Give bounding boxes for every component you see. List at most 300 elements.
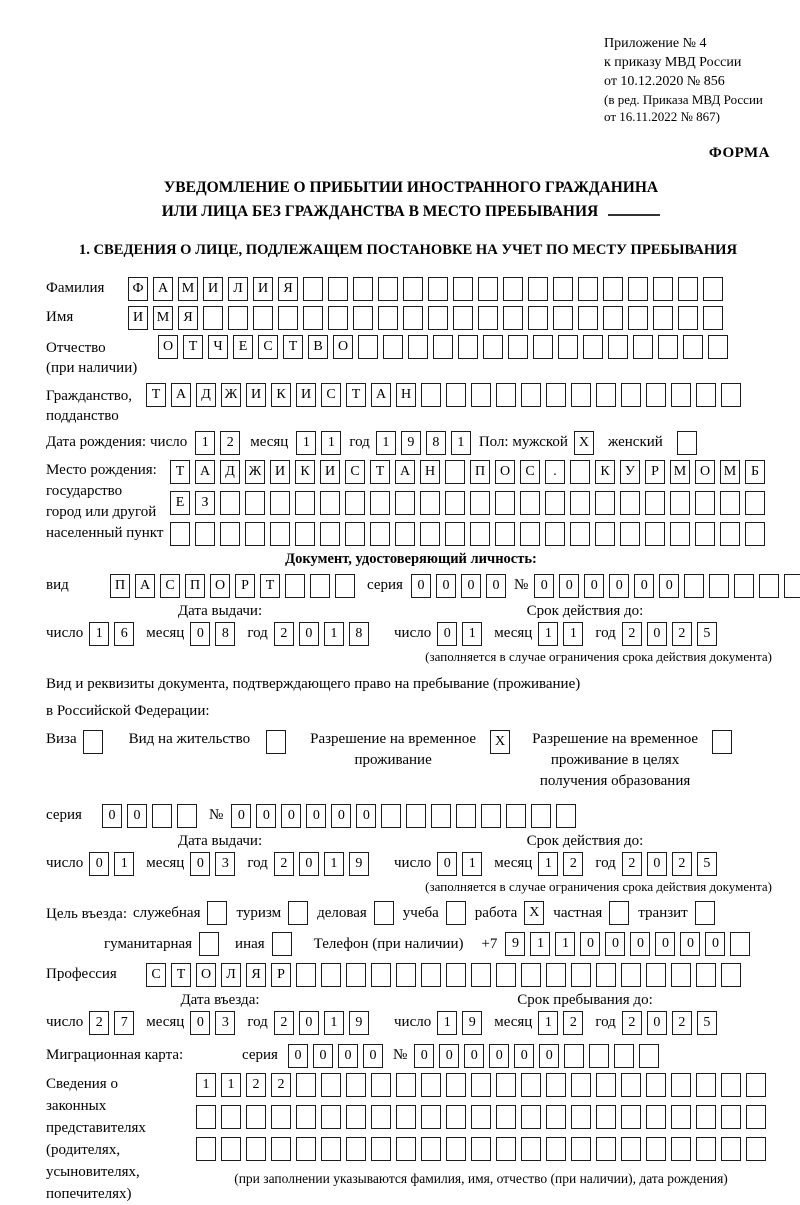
char-cell[interactable] — [374, 901, 394, 925]
char-cell[interactable] — [383, 335, 403, 359]
char-cell[interactable] — [496, 1105, 516, 1129]
char-cell[interactable]: 0 — [539, 1044, 559, 1068]
char-cell[interactable] — [678, 277, 698, 301]
char-cell[interactable] — [564, 1044, 584, 1068]
char-cell[interactable]: Т — [171, 963, 191, 987]
char-cell[interactable] — [321, 1073, 341, 1097]
char-cell[interactable] — [545, 491, 565, 515]
char-cell[interactable]: А — [195, 460, 215, 484]
char-cell[interactable]: 1 — [89, 622, 109, 646]
char-cell[interactable]: 1 — [563, 622, 583, 646]
char-cell[interactable]: 9 — [505, 932, 525, 956]
char-cell[interactable]: К — [271, 383, 291, 407]
char-cell[interactable] — [620, 522, 640, 546]
char-cell[interactable]: 0 — [680, 932, 700, 956]
char-cell[interactable] — [246, 1137, 266, 1161]
char-cell[interactable] — [207, 901, 227, 925]
char-cell[interactable]: Р — [271, 963, 291, 987]
char-cell[interactable] — [596, 1073, 616, 1097]
char-cell[interactable] — [271, 1105, 291, 1129]
char-cell[interactable] — [746, 1137, 766, 1161]
char-cell[interactable]: 0 — [127, 804, 147, 828]
char-cell[interactable] — [421, 963, 441, 987]
char-cell[interactable]: А — [395, 460, 415, 484]
char-cell[interactable]: 0 — [437, 852, 457, 876]
char-cell[interactable] — [345, 491, 365, 515]
char-cell[interactable] — [678, 306, 698, 330]
char-cell[interactable]: 0 — [313, 1044, 333, 1068]
char-cell[interactable]: X — [524, 901, 544, 925]
char-cell[interactable]: 2 — [220, 431, 240, 455]
char-cell[interactable]: 1 — [296, 431, 316, 455]
char-cell[interactable] — [346, 1137, 366, 1161]
char-cell[interactable] — [177, 804, 197, 828]
char-cell[interactable] — [645, 522, 665, 546]
char-cell[interactable]: 7 — [114, 1011, 134, 1035]
char-cell[interactable]: 0 — [514, 1044, 534, 1068]
char-cell[interactable] — [295, 491, 315, 515]
char-cell[interactable] — [671, 963, 691, 987]
char-cell[interactable]: Л — [228, 277, 248, 301]
char-cell[interactable] — [246, 1105, 266, 1129]
char-cell[interactable]: 1 — [538, 852, 558, 876]
char-cell[interactable] — [470, 491, 490, 515]
char-cell[interactable] — [658, 335, 678, 359]
char-cell[interactable]: О — [158, 335, 178, 359]
char-cell[interactable]: 8 — [426, 431, 446, 455]
char-cell[interactable]: Д — [220, 460, 240, 484]
char-cell[interactable] — [653, 306, 673, 330]
char-cell[interactable] — [734, 574, 754, 598]
char-cell[interactable] — [621, 1105, 641, 1129]
char-cell[interactable] — [609, 901, 629, 925]
char-cell[interactable] — [421, 383, 441, 407]
char-cell[interactable]: 0 — [534, 574, 554, 598]
char-cell[interactable] — [495, 522, 515, 546]
char-cell[interactable] — [578, 306, 598, 330]
char-cell[interactable] — [370, 491, 390, 515]
char-cell[interactable]: 0 — [559, 574, 579, 598]
char-cell[interactable]: 6 — [114, 622, 134, 646]
char-cell[interactable] — [310, 574, 330, 598]
char-cell[interactable] — [596, 1105, 616, 1129]
char-cell[interactable] — [596, 383, 616, 407]
char-cell[interactable] — [346, 963, 366, 987]
char-cell[interactable] — [420, 522, 440, 546]
char-cell[interactable] — [296, 1073, 316, 1097]
char-cell[interactable]: 0 — [630, 932, 650, 956]
char-cell[interactable] — [371, 1073, 391, 1097]
char-cell[interactable]: 1 — [324, 852, 344, 876]
char-cell[interactable]: Ч — [208, 335, 228, 359]
char-cell[interactable] — [285, 574, 305, 598]
char-cell[interactable] — [628, 306, 648, 330]
char-cell[interactable] — [446, 383, 466, 407]
char-cell[interactable] — [506, 804, 526, 828]
char-cell[interactable] — [520, 491, 540, 515]
char-cell[interactable] — [646, 1105, 666, 1129]
char-cell[interactable]: 0 — [580, 932, 600, 956]
char-cell[interactable] — [403, 306, 423, 330]
char-cell[interactable]: 0 — [190, 622, 210, 646]
char-cell[interactable] — [335, 574, 355, 598]
char-cell[interactable]: О — [695, 460, 715, 484]
char-cell[interactable] — [471, 963, 491, 987]
char-cell[interactable] — [521, 383, 541, 407]
char-cell[interactable] — [589, 1044, 609, 1068]
char-cell[interactable] — [653, 277, 673, 301]
char-cell[interactable] — [378, 306, 398, 330]
char-cell[interactable] — [396, 1105, 416, 1129]
char-cell[interactable] — [621, 1137, 641, 1161]
char-cell[interactable]: 1 — [451, 431, 471, 455]
char-cell[interactable]: 2 — [622, 1011, 642, 1035]
char-cell[interactable] — [745, 522, 765, 546]
char-cell[interactable]: М — [720, 460, 740, 484]
char-cell[interactable]: 0 — [190, 852, 210, 876]
char-cell[interactable] — [695, 522, 715, 546]
char-cell[interactable] — [271, 1137, 291, 1161]
char-cell[interactable]: 0 — [437, 622, 457, 646]
char-cell[interactable] — [496, 1073, 516, 1097]
char-cell[interactable] — [528, 277, 548, 301]
char-cell[interactable]: 0 — [461, 574, 481, 598]
char-cell[interactable]: 1 — [114, 852, 134, 876]
char-cell[interactable] — [521, 1105, 541, 1129]
char-cell[interactable] — [270, 522, 290, 546]
char-cell[interactable] — [478, 306, 498, 330]
char-cell[interactable]: Ж — [245, 460, 265, 484]
char-cell[interactable]: 0 — [411, 574, 431, 598]
char-cell[interactable]: М — [178, 277, 198, 301]
char-cell[interactable] — [546, 1105, 566, 1129]
char-cell[interactable]: 0 — [89, 852, 109, 876]
char-cell[interactable] — [445, 522, 465, 546]
char-cell[interactable]: X — [574, 431, 594, 455]
char-cell[interactable] — [628, 277, 648, 301]
char-cell[interactable]: О — [333, 335, 353, 359]
char-cell[interactable]: 2 — [274, 1011, 294, 1035]
char-cell[interactable]: 0 — [705, 932, 725, 956]
char-cell[interactable] — [578, 277, 598, 301]
char-cell[interactable] — [521, 1137, 541, 1161]
char-cell[interactable] — [745, 491, 765, 515]
char-cell[interactable]: Т — [170, 460, 190, 484]
char-cell[interactable] — [670, 491, 690, 515]
char-cell[interactable] — [346, 1073, 366, 1097]
char-cell[interactable]: З — [195, 491, 215, 515]
char-cell[interactable] — [639, 1044, 659, 1068]
char-cell[interactable] — [646, 963, 666, 987]
char-cell[interactable] — [695, 901, 715, 925]
char-cell[interactable] — [446, 1137, 466, 1161]
char-cell[interactable]: 0 — [299, 1011, 319, 1035]
char-cell[interactable]: 2 — [246, 1073, 266, 1097]
char-cell[interactable]: 0 — [190, 1011, 210, 1035]
char-cell[interactable] — [596, 1137, 616, 1161]
char-cell[interactable]: И — [320, 460, 340, 484]
char-cell[interactable] — [370, 522, 390, 546]
char-cell[interactable]: О — [210, 574, 230, 598]
char-cell[interactable] — [245, 522, 265, 546]
char-cell[interactable] — [546, 963, 566, 987]
char-cell[interactable] — [603, 306, 623, 330]
char-cell[interactable]: П — [110, 574, 130, 598]
char-cell[interactable] — [708, 335, 728, 359]
char-cell[interactable] — [328, 306, 348, 330]
char-cell[interactable] — [520, 522, 540, 546]
char-cell[interactable] — [470, 522, 490, 546]
char-cell[interactable] — [553, 277, 573, 301]
char-cell[interactable] — [408, 335, 428, 359]
char-cell[interactable] — [695, 491, 715, 515]
char-cell[interactable] — [433, 335, 453, 359]
char-cell[interactable] — [453, 306, 473, 330]
char-cell[interactable] — [321, 1137, 341, 1161]
char-cell[interactable]: Д — [196, 383, 216, 407]
char-cell[interactable] — [684, 574, 704, 598]
char-cell[interactable] — [620, 491, 640, 515]
char-cell[interactable] — [556, 804, 576, 828]
char-cell[interactable]: 0 — [439, 1044, 459, 1068]
char-cell[interactable] — [445, 491, 465, 515]
char-cell[interactable] — [583, 335, 603, 359]
char-cell[interactable]: И — [203, 277, 223, 301]
char-cell[interactable]: 0 — [655, 932, 675, 956]
char-cell[interactable]: 0 — [489, 1044, 509, 1068]
char-cell[interactable]: 0 — [231, 804, 251, 828]
char-cell[interactable]: 0 — [659, 574, 679, 598]
char-cell[interactable] — [746, 1073, 766, 1097]
char-cell[interactable]: 1 — [324, 622, 344, 646]
char-cell[interactable]: А — [153, 277, 173, 301]
char-cell[interactable] — [295, 522, 315, 546]
char-cell[interactable]: 1 — [538, 1011, 558, 1035]
char-cell[interactable]: 9 — [401, 431, 421, 455]
char-cell[interactable] — [759, 574, 779, 598]
char-cell[interactable] — [712, 730, 732, 754]
char-cell[interactable]: 0 — [306, 804, 326, 828]
char-cell[interactable]: А — [135, 574, 155, 598]
char-cell[interactable]: В — [308, 335, 328, 359]
char-cell[interactable] — [696, 383, 716, 407]
char-cell[interactable]: Ф — [128, 277, 148, 301]
char-cell[interactable] — [721, 1105, 741, 1129]
char-cell[interactable]: 0 — [605, 932, 625, 956]
char-cell[interactable] — [371, 1137, 391, 1161]
char-cell[interactable] — [345, 522, 365, 546]
char-cell[interactable]: О — [495, 460, 515, 484]
char-cell[interactable] — [521, 963, 541, 987]
char-cell[interactable] — [296, 1137, 316, 1161]
char-cell[interactable]: С — [520, 460, 540, 484]
char-cell[interactable] — [784, 574, 800, 598]
char-cell[interactable] — [646, 1073, 666, 1097]
char-cell[interactable]: 0 — [486, 574, 506, 598]
char-cell[interactable] — [395, 491, 415, 515]
char-cell[interactable] — [371, 1105, 391, 1129]
char-cell[interactable] — [481, 804, 501, 828]
char-cell[interactable] — [445, 460, 465, 484]
char-cell[interactable] — [446, 901, 466, 925]
char-cell[interactable] — [496, 383, 516, 407]
char-cell[interactable] — [403, 277, 423, 301]
char-cell[interactable]: О — [196, 963, 216, 987]
char-cell[interactable]: 9 — [462, 1011, 482, 1035]
char-cell[interactable]: 2 — [622, 852, 642, 876]
char-cell[interactable] — [296, 963, 316, 987]
char-cell[interactable] — [608, 335, 628, 359]
char-cell[interactable]: 3 — [215, 852, 235, 876]
char-cell[interactable] — [428, 306, 448, 330]
char-cell[interactable] — [696, 1073, 716, 1097]
char-cell[interactable] — [721, 1073, 741, 1097]
char-cell[interactable]: 1 — [538, 622, 558, 646]
char-cell[interactable] — [671, 1137, 691, 1161]
char-cell[interactable]: 1 — [196, 1073, 216, 1097]
char-cell[interactable] — [421, 1073, 441, 1097]
char-cell[interactable] — [721, 383, 741, 407]
char-cell[interactable] — [431, 804, 451, 828]
char-cell[interactable] — [596, 963, 616, 987]
char-cell[interactable]: 0 — [102, 804, 122, 828]
char-cell[interactable] — [570, 491, 590, 515]
char-cell[interactable]: У — [620, 460, 640, 484]
char-cell[interactable]: М — [670, 460, 690, 484]
char-cell[interactable]: Р — [235, 574, 255, 598]
char-cell[interactable]: И — [128, 306, 148, 330]
char-cell[interactable] — [703, 306, 723, 330]
char-cell[interactable]: Н — [420, 460, 440, 484]
char-cell[interactable] — [196, 1137, 216, 1161]
char-cell[interactable] — [521, 1073, 541, 1097]
char-cell[interactable]: 3 — [215, 1011, 235, 1035]
char-cell[interactable] — [721, 963, 741, 987]
char-cell[interactable] — [420, 491, 440, 515]
char-cell[interactable] — [446, 1105, 466, 1129]
char-cell[interactable]: 8 — [215, 622, 235, 646]
char-cell[interactable] — [321, 1105, 341, 1129]
char-cell[interactable]: 0 — [609, 574, 629, 598]
char-cell[interactable] — [595, 491, 615, 515]
char-cell[interactable]: 2 — [622, 622, 642, 646]
char-cell[interactable] — [358, 335, 378, 359]
char-cell[interactable]: 1 — [221, 1073, 241, 1097]
char-cell[interactable]: Т — [283, 335, 303, 359]
char-cell[interactable] — [546, 1137, 566, 1161]
char-cell[interactable]: 1 — [437, 1011, 457, 1035]
char-cell[interactable]: 0 — [281, 804, 301, 828]
char-cell[interactable] — [471, 1105, 491, 1129]
char-cell[interactable]: Т — [146, 383, 166, 407]
char-cell[interactable] — [720, 491, 740, 515]
char-cell[interactable] — [396, 1137, 416, 1161]
char-cell[interactable] — [170, 522, 190, 546]
char-cell[interactable] — [496, 1137, 516, 1161]
char-cell[interactable]: 2 — [672, 1011, 692, 1035]
char-cell[interactable] — [703, 277, 723, 301]
char-cell[interactable]: 1 — [462, 622, 482, 646]
char-cell[interactable] — [321, 963, 341, 987]
char-cell[interactable]: Е — [233, 335, 253, 359]
char-cell[interactable] — [553, 306, 573, 330]
char-cell[interactable] — [458, 335, 478, 359]
char-cell[interactable] — [546, 1073, 566, 1097]
char-cell[interactable]: И — [296, 383, 316, 407]
char-cell[interactable]: 5 — [697, 852, 717, 876]
char-cell[interactable]: Т — [183, 335, 203, 359]
char-cell[interactable] — [395, 522, 415, 546]
char-cell[interactable] — [453, 277, 473, 301]
char-cell[interactable] — [270, 491, 290, 515]
char-cell[interactable]: 2 — [271, 1073, 291, 1097]
char-cell[interactable] — [721, 1137, 741, 1161]
char-cell[interactable]: 1 — [195, 431, 215, 455]
char-cell[interactable]: 2 — [563, 1011, 583, 1035]
char-cell[interactable] — [221, 1105, 241, 1129]
char-cell[interactable]: 9 — [349, 852, 369, 876]
char-cell[interactable]: С — [258, 335, 278, 359]
char-cell[interactable] — [614, 1044, 634, 1068]
char-cell[interactable] — [83, 730, 103, 754]
char-cell[interactable]: Т — [260, 574, 280, 598]
char-cell[interactable]: 0 — [647, 1011, 667, 1035]
char-cell[interactable]: Ж — [221, 383, 241, 407]
char-cell[interactable]: 8 — [349, 622, 369, 646]
char-cell[interactable] — [571, 1105, 591, 1129]
char-cell[interactable] — [456, 804, 476, 828]
char-cell[interactable]: Н — [396, 383, 416, 407]
char-cell[interactable]: 0 — [299, 852, 319, 876]
char-cell[interactable]: 0 — [584, 574, 604, 598]
char-cell[interactable]: А — [371, 383, 391, 407]
char-cell[interactable] — [677, 431, 697, 455]
char-cell[interactable]: 0 — [464, 1044, 484, 1068]
char-cell[interactable]: 2 — [89, 1011, 109, 1035]
char-cell[interactable] — [495, 491, 515, 515]
char-cell[interactable]: П — [185, 574, 205, 598]
char-cell[interactable] — [296, 1105, 316, 1129]
char-cell[interactable]: 1 — [462, 852, 482, 876]
char-cell[interactable]: 1 — [324, 1011, 344, 1035]
char-cell[interactable]: Т — [370, 460, 390, 484]
char-cell[interactable] — [288, 901, 308, 925]
char-cell[interactable]: . — [545, 460, 565, 484]
char-cell[interactable]: 2 — [274, 852, 294, 876]
char-cell[interactable]: И — [253, 277, 273, 301]
char-cell[interactable]: С — [345, 460, 365, 484]
char-cell[interactable]: 1 — [530, 932, 550, 956]
char-cell[interactable]: 5 — [697, 622, 717, 646]
char-cell[interactable]: 2 — [672, 622, 692, 646]
char-cell[interactable] — [671, 383, 691, 407]
char-cell[interactable] — [571, 1137, 591, 1161]
char-cell[interactable] — [196, 1105, 216, 1129]
char-cell[interactable]: Т — [346, 383, 366, 407]
char-cell[interactable] — [621, 1073, 641, 1097]
char-cell[interactable] — [421, 1105, 441, 1129]
char-cell[interactable]: 1 — [321, 431, 341, 455]
char-cell[interactable] — [320, 522, 340, 546]
char-cell[interactable] — [696, 963, 716, 987]
char-cell[interactable] — [478, 277, 498, 301]
char-cell[interactable]: 1 — [555, 932, 575, 956]
char-cell[interactable] — [696, 1105, 716, 1129]
char-cell[interactable] — [152, 804, 172, 828]
char-cell[interactable] — [378, 277, 398, 301]
char-cell[interactable] — [645, 491, 665, 515]
char-cell[interactable] — [533, 335, 553, 359]
